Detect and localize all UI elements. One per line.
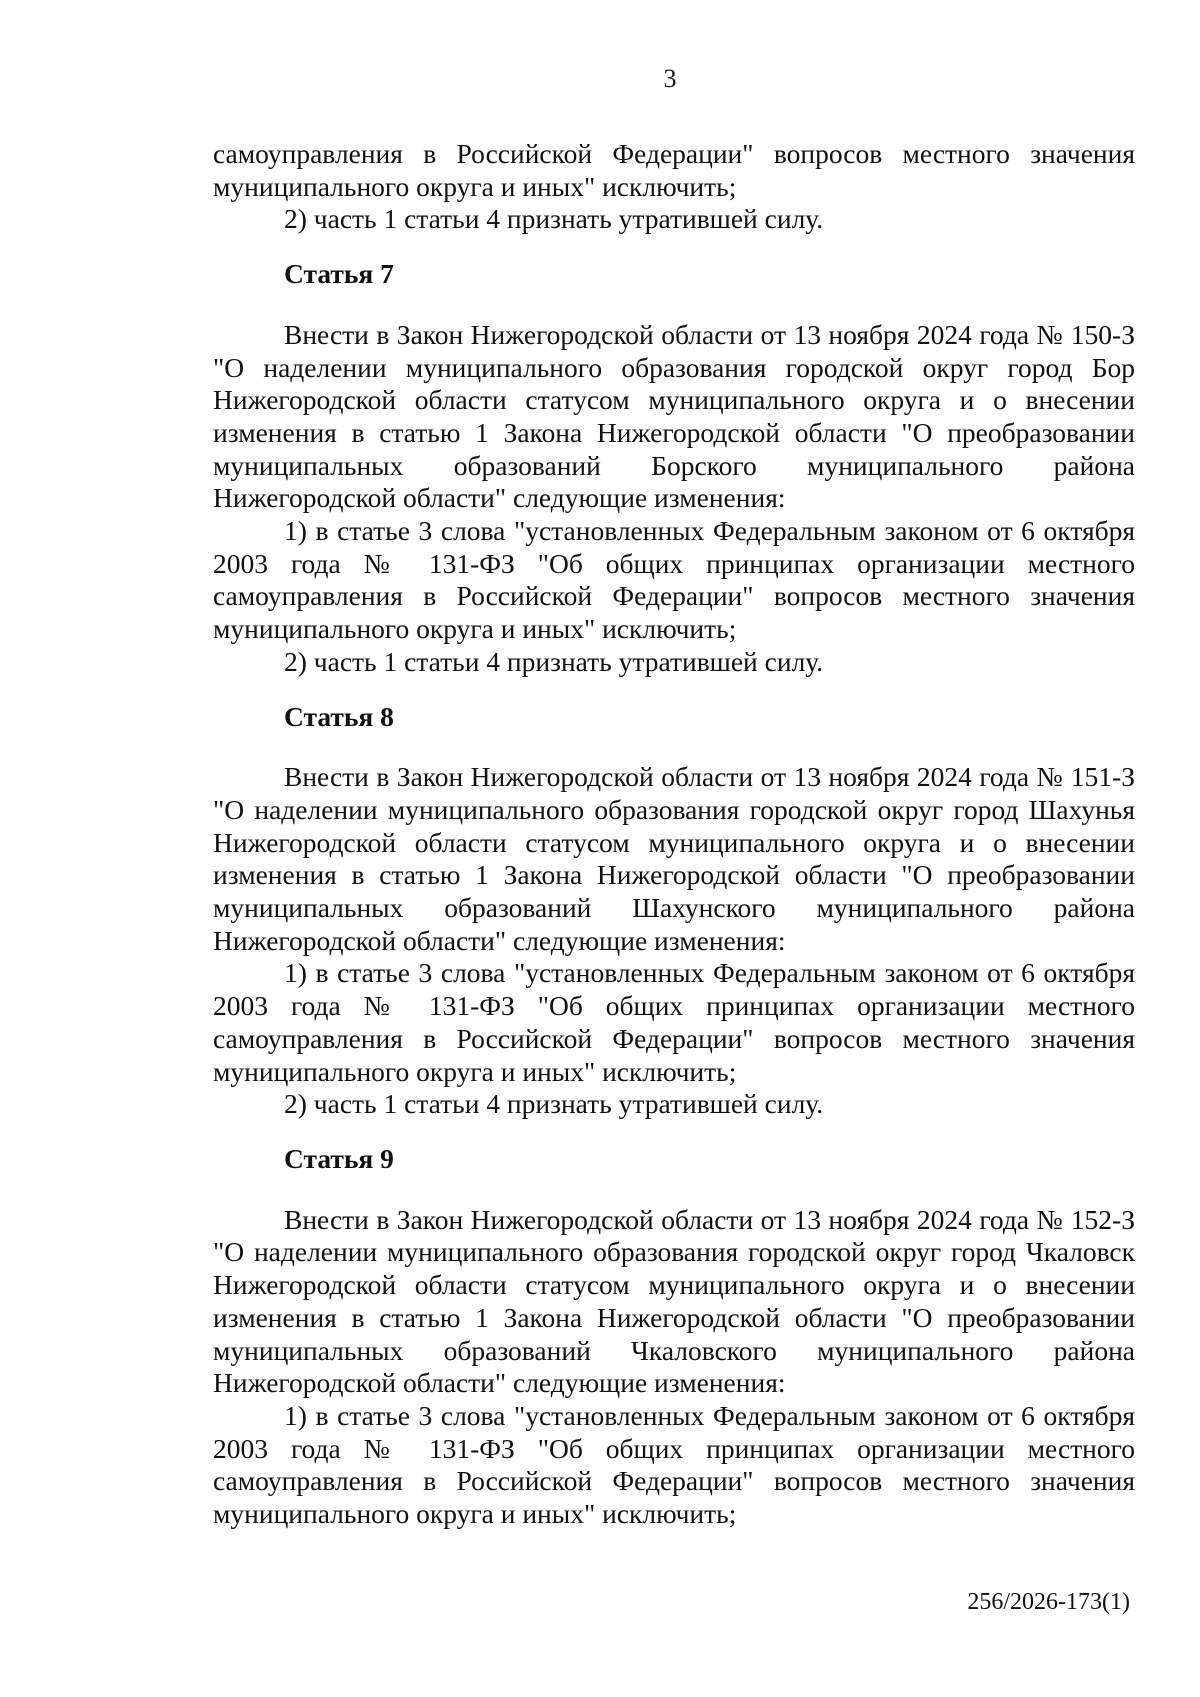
page-number: 3	[663, 64, 677, 93]
article-8-heading: Статья 8	[284, 700, 394, 732]
article-8-item-1: 1) в статье 3 слова "установленных Федеральным законом от 6 октября 2003 года № 131-ФЗ "Об общих принципах организации местного самоуправления в Российской Федерации" вопросов местного значения муниципального округа и иных" исключить;	[213, 957, 1135, 1087]
article-8-body: Внести в Закон Нижегородской области от 13 ноября 2024 года № 151-З "О наделении муниципального образования городской округ город Шахунья Нижегородской области статусом муниципального округа и о внесении изменения в статью 1 Закона Нижегородской области "О преобразовании муниципальных образований Шахунского муниципального района Нижегородской области" следующие изменения:	[213, 761, 1135, 956]
article-9-item-1: 1) в статье 3 слова "установленных Федеральным законом от 6 октября 2003 года № 131-ФЗ "Об общих принципах организации местного самоуправления в Российской Федерации" вопросов местного значения муниципального округа и иных" исключить;	[213, 1399, 1135, 1530]
article-7-body: Внести в Закон Нижегородской области от 13 ноября 2024 года № 150-З "О наделении муниципального образования городской округ город Бор Нижегородской области статусом муниципального округа и о внесении изменения в статью 1 Закона Нижегородской области "О преобразовании муниципальных образований Борского муниципального района Нижегородской области" следующие изменения:	[213, 318, 1135, 514]
article-9-body: Внести в Закон Нижегородской области от 13 ноября 2024 года № 152-З "О наделении муниципального образования городской округ город Чкаловск Нижегородской области статусом муниципального округа и о внесении изменения в статью 1 Закона Нижегородской области "О преобразовании муниципальных образований Чкаловского муниципального района Нижегородской области" следующие изменения:	[213, 1203, 1135, 1399]
document-registration-code: 256/2026-173(1)	[967, 1589, 1130, 1615]
intro-item-2: 2) часть 1 статьи 4 признать утратившей силу.	[284, 203, 824, 235]
document-body	[213, 138, 1135, 1531]
article-7-heading: Статья 7	[284, 258, 394, 290]
article-7-item-1: 1) в статье 3 слова "установленных Федеральным законом от 6 октября 2003 года № 131-ФЗ "Об общих принципах организации местного самоуправления в Российской Федерации" вопросов местного значения муниципального округа и иных" исключить;	[213, 515, 1135, 645]
article-7-item-2: 2) часть 1 статьи 4 признать утратившей силу.	[284, 645, 824, 677]
article-8-item-2: 2) часть 1 статьи 4 признать утратившей силу.	[284, 1088, 824, 1120]
article-9-heading: Статья 9	[284, 1142, 394, 1174]
intro-paragraph: самоуправления в Российской Федерации" вопросов местного значения муниципального округа и иных" исключить;	[213, 138, 1135, 202]
